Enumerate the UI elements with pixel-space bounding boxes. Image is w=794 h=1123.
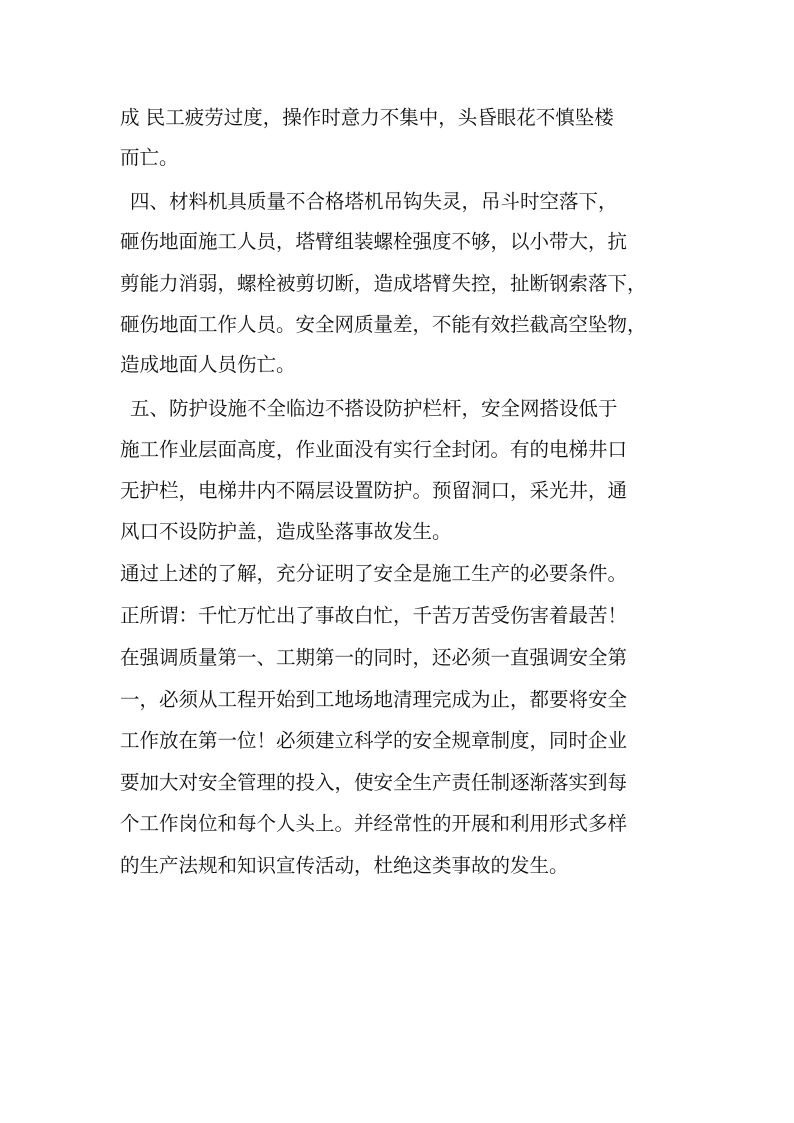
text-line: 造成地面人员伤亡。 [120, 353, 296, 376]
text-line: 工作放在第一位！必须建立科学的安全规章制度，同时企业 [120, 729, 628, 752]
text-line: 砸伤地面施工人员，塔臂组装螺栓强度不够，以小带大，抗 [120, 230, 628, 253]
text-line: 一，必须从工程开始到工地场地清理完成为止，都要将安全 [120, 688, 628, 711]
text-line: 剪能力消弱，螺栓被剪切断，造成塔臂失控，扯断钢索落下， [120, 272, 647, 295]
text-line: 砸伤地面工作人员。安全网质量差，不能有效拦截高空坠物， [120, 313, 647, 336]
text-line: 个工作岗位和每个人头上。并经常性的开展和利用形式多样 [120, 812, 628, 835]
text-line: 正所谓：千忙万忙出了事故白忙，千苦万苦受伤害着最苦！ [120, 604, 628, 627]
text-line: 的生产法规和知识宣传活动，杜绝这类事故的发生。 [120, 854, 569, 877]
section-heading-five: 五、防护设施不全临边不搭设防护栏杆，安全网搭设低于 [130, 397, 618, 420]
text-line: 施工作业层面高度，作业面没有实行全封闭。有的电梯井口 [120, 438, 628, 461]
text-line: 无护栏，电梯井内不隔层设置防护。预留洞口，采光井，通 [120, 479, 628, 502]
section-heading-four: 四、材料机具质量不合格塔机吊钩失灵，吊斗时空落下， [130, 190, 618, 213]
text-line: 而亡。 [120, 146, 179, 169]
text-line: 要加大对安全管理的投入，使安全生产责任制逐渐落实到每 [120, 771, 628, 794]
text-line: 成 民工疲劳过度，操作时意力不集中，头昏眼花不慎坠楼 [120, 106, 614, 129]
text-line: 通过上述的了解，充分证明了安全是施工生产的必要条件。 [120, 562, 628, 585]
text-line: 在强调质量第一、工期第一的同时，还必须一直强调安全第 [120, 646, 628, 669]
text-line: 风口不设防护盖，造成坠落事故发生。 [120, 520, 452, 543]
